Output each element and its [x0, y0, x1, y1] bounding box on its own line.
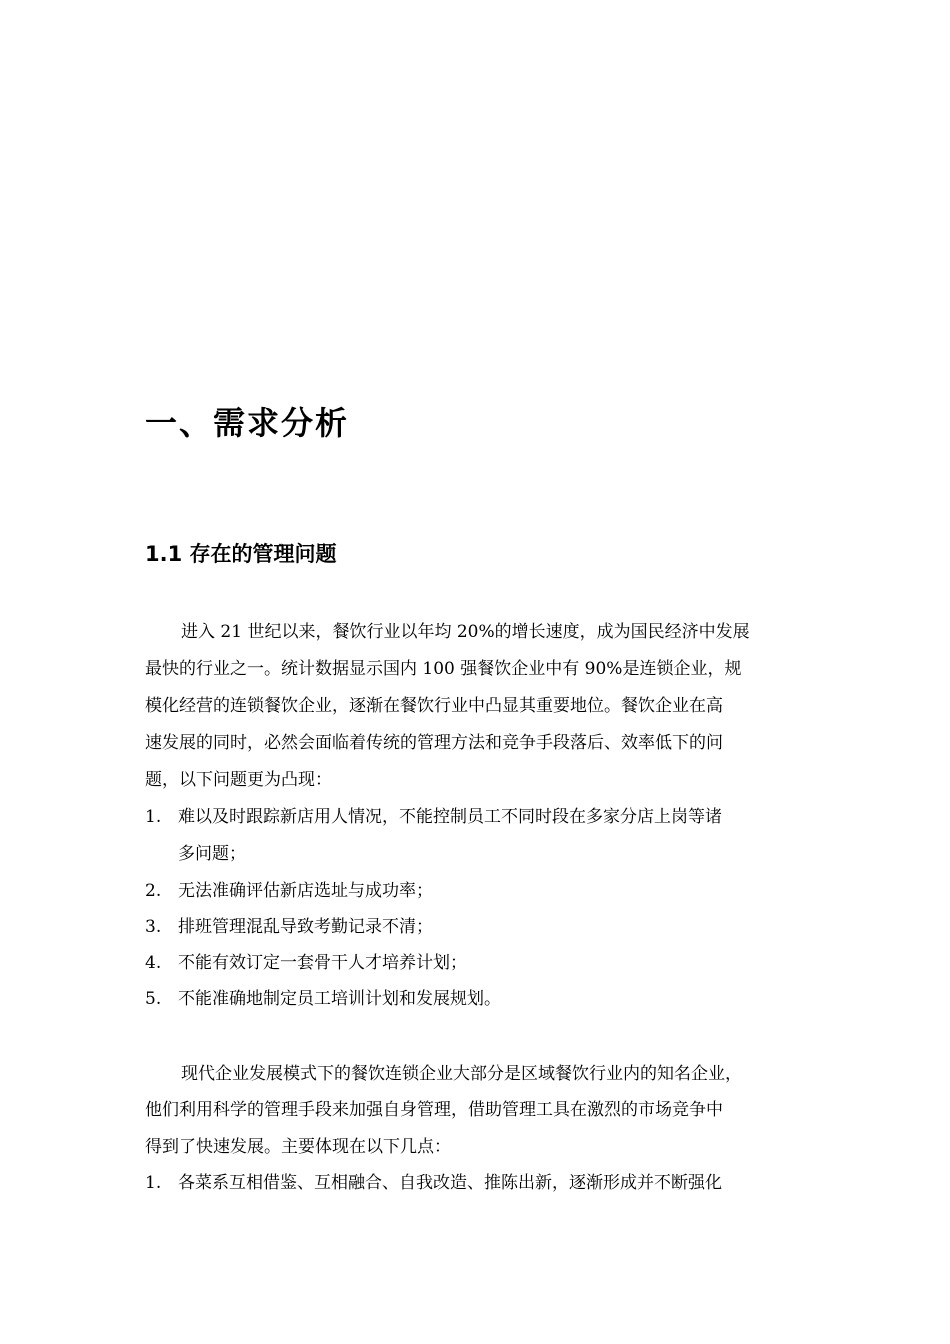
- para2-line: 现代企业发展模式下的餐饮连锁企业大部分是区域餐饮行业内的知名企业，: [181, 1064, 742, 1084]
- list1-item: 难以及时跟踪新店用人情况，不能控制员工不同时段在多家分店上岗等诸: [178, 807, 722, 827]
- list1-number: 3.: [145, 917, 162, 937]
- section-heading: 一、需求分析: [145, 404, 350, 442]
- para1-line: 速发展的同时，必然会面临着传统的管理方法和竞争手段落后、效率低下的问: [145, 733, 723, 753]
- list1-item: 不能有效订定一套骨干人才培养计划；: [178, 953, 467, 973]
- list1-item-continued: 多问题；: [178, 844, 246, 864]
- list2-number: 1.: [145, 1173, 162, 1193]
- list1-number: 5.: [145, 989, 162, 1009]
- para2-line: 得到了快速发展。主要体现在以下几点：: [145, 1137, 451, 1157]
- list1-number: 1.: [145, 807, 162, 827]
- para1-line: 最快的行业之一。统计数据显示国内 100 强餐饮企业中有 90%是连锁企业，规: [145, 659, 742, 679]
- list1-number: 4.: [145, 953, 162, 973]
- para1-line: 模化经营的连锁餐饮企业，逐渐在餐饮行业中凸显其重要地位。餐饮企业在高: [145, 696, 723, 716]
- para1-line: 题，以下问题更为凸现：: [145, 770, 332, 790]
- para2-line: 他们利用科学的管理手段来加强自身管理，借助管理工具在激烈的市场竞争中: [145, 1100, 723, 1120]
- subsection-heading: 1.1 存在的管理问题: [145, 542, 337, 566]
- list1-item: 不能准确地制定员工培训计划和发展规划。: [178, 989, 501, 1009]
- list1-item: 无法准确评估新店选址与成功率；: [178, 881, 433, 901]
- list1-item: 排班管理混乱导致考勤记录不清；: [178, 917, 433, 937]
- para1-line: 进入 21 世纪以来，餐饮行业以年均 20%的增长速度，成为国民经济中发展: [181, 622, 750, 642]
- list1-number: 2.: [145, 881, 162, 901]
- list2-item: 各菜系互相借鉴、互相融合、自我改造、推陈出新，逐渐形成并不断强化: [178, 1173, 722, 1193]
